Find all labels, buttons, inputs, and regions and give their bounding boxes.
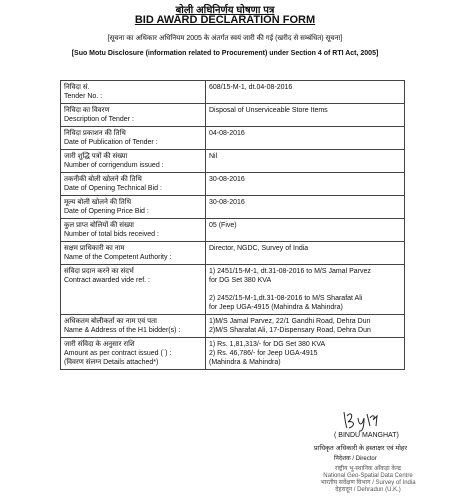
value-line: 2)M/S Sharafat Ali, 17-Dispensary Road, Dehra Dun	[209, 327, 371, 334]
field-label	[61, 127, 206, 150]
label-english: Number of total bids received :	[64, 231, 159, 238]
stamp-line: National Geo-Spatial Data Centre	[323, 473, 413, 479]
field-label	[61, 242, 206, 265]
value-line: 05 (Five)	[209, 222, 237, 229]
value-line: 04-08-2016	[209, 130, 245, 137]
label-hindi: अधिकतम बोलीकर्ता का नाम एवं पता	[64, 318, 157, 325]
field-label	[61, 173, 206, 196]
table-row	[61, 315, 405, 338]
table-row	[61, 127, 405, 150]
label-english: Date of Opening Technical Bid :	[64, 185, 162, 192]
subtitle-hindi: [सूचना का अधिकार अधिनियम 2005 के अंतर्गत स्वयं जारी की गई (खरीद से सम्बंधित) सूचना]	[107, 35, 343, 42]
table-row	[61, 150, 405, 173]
value-line: 1) Rs. 1,81,313/- for DG Set 380 KVA	[209, 341, 326, 348]
label-hindi: सक्षम प्राधिकारी का नाम	[64, 245, 125, 252]
table-row	[61, 81, 405, 104]
field-value	[206, 150, 405, 173]
signature-caption: प्राधिकृत अधिकारी के हस्ताक्षर एवं मोहर	[314, 445, 408, 452]
table-row	[61, 219, 405, 242]
subtitle-english: [Suo Motu Disclosure (information related to Procurement) under Section 4 of RTI Act, 2005]	[71, 50, 379, 57]
field-value	[206, 104, 405, 127]
label-hindi: कुल प्राप्त बोलियों की संख्या	[64, 222, 134, 229]
label-english: Name & Address of the H1 bidder(s) :	[64, 327, 181, 334]
value-line: 1)M/S Jamal Parvez, 22/1 Gandhi Road, Dehra Dun	[209, 318, 371, 325]
label-english: Tender No. :	[64, 93, 103, 100]
page-title: BID AWARD DECLARATION FORM	[134, 14, 316, 26]
field-value	[206, 219, 405, 242]
label-hindi: निविदा प्रकाशन की तिथि	[64, 130, 126, 137]
field-value	[206, 315, 405, 338]
label-hindi: तकनीकी बोली खोलने की तिथि	[64, 176, 142, 183]
label-english: Date of Publication of Tender :	[64, 139, 158, 146]
value-line: 2) Rs. 46,786/- for Jeep UGA-4915	[209, 350, 318, 357]
value-line: Disposal of Unserviceable Store Items	[209, 107, 328, 114]
value-line: Nil	[209, 153, 218, 160]
field-value	[206, 242, 405, 265]
field-value	[206, 173, 405, 196]
table-row	[61, 338, 405, 370]
label-english: Contract awarded vide ref. :	[64, 277, 150, 284]
label-hindi: निविदा सं.	[64, 84, 90, 91]
stamp-line: भारतीय सर्वेक्षण विभाग / Survey of India	[320, 480, 416, 486]
table-row	[61, 104, 405, 127]
value-line: 1) 2451/15-M-1, dt.31-08-2016 to M/S Jamal Parvez	[209, 268, 371, 275]
label-english: Description of Tender :	[64, 116, 134, 123]
field-value	[206, 265, 405, 315]
stamp-line: देहरादून / Dehradun (U.K.)	[335, 487, 401, 493]
field-label	[61, 315, 206, 338]
value-line: (Mahindra & Mahindra)	[209, 359, 281, 366]
field-label	[61, 150, 206, 173]
label-english: Name of the Competent Authority :	[64, 254, 172, 261]
table-row	[61, 196, 405, 219]
value-line: for Jeep UGA-4915 (Mahindra & Mahindra)	[209, 304, 343, 311]
signature-mark	[340, 408, 382, 432]
value-line: 2) 2452/15-M-1,dt.31-08-2016 to M/S Sharafat Ali	[209, 295, 363, 302]
bid-award-table	[60, 80, 405, 370]
label-english: Amount as per contract issued (`) :	[64, 350, 172, 357]
signatory-name: ( BINDU MANGHAT)	[334, 432, 399, 439]
field-label	[61, 81, 206, 104]
value-line: 608/15-M-1, dt.04-08-2016	[209, 84, 293, 91]
value-line: 30-08-2016	[209, 176, 245, 183]
table-row	[61, 173, 405, 196]
field-value	[206, 127, 405, 150]
label-english: Date of Opening Price Bid :	[64, 208, 149, 215]
label-hindi: जारी शुद्धि पत्रों की संख्या	[64, 153, 128, 160]
field-value	[206, 81, 405, 104]
value-line: 30-08-2016	[209, 199, 245, 206]
label-hindi: संविदा प्रदान करने का संदर्भ	[64, 268, 134, 275]
label-hindi: मूल्य बोली खोलने की तिथि	[64, 199, 132, 206]
table-row	[61, 242, 405, 265]
table-row	[61, 265, 405, 315]
value-line	[209, 285, 401, 294]
value-line: Director, NGDC, Survey of India	[209, 245, 309, 252]
field-label	[61, 196, 206, 219]
field-label	[61, 338, 206, 370]
value-line: for DG Set 380 KVA	[209, 277, 272, 284]
label-hindi: निविदा का विवरण	[64, 107, 110, 114]
field-value	[206, 338, 405, 370]
office-stamp	[288, 466, 448, 494]
field-label	[61, 104, 206, 127]
title-hindi: बोली अधिनिर्णय घोषणा पत्र	[175, 5, 275, 16]
signatory-designation: निदेशक / Director	[334, 456, 377, 462]
label-note: (विवरण संलग्न Details attached*)	[64, 359, 159, 366]
stamp-line: राष्ट्रीय भू-स्थानिक आँकड़ा केन्द्र	[334, 466, 401, 472]
field-label	[61, 219, 206, 242]
field-label	[61, 265, 206, 315]
label-english: Number of corrigendum issued :	[64, 162, 164, 169]
field-value	[206, 196, 405, 219]
label-hindi: जारी संविदा के अनुसार राशि	[64, 341, 135, 348]
